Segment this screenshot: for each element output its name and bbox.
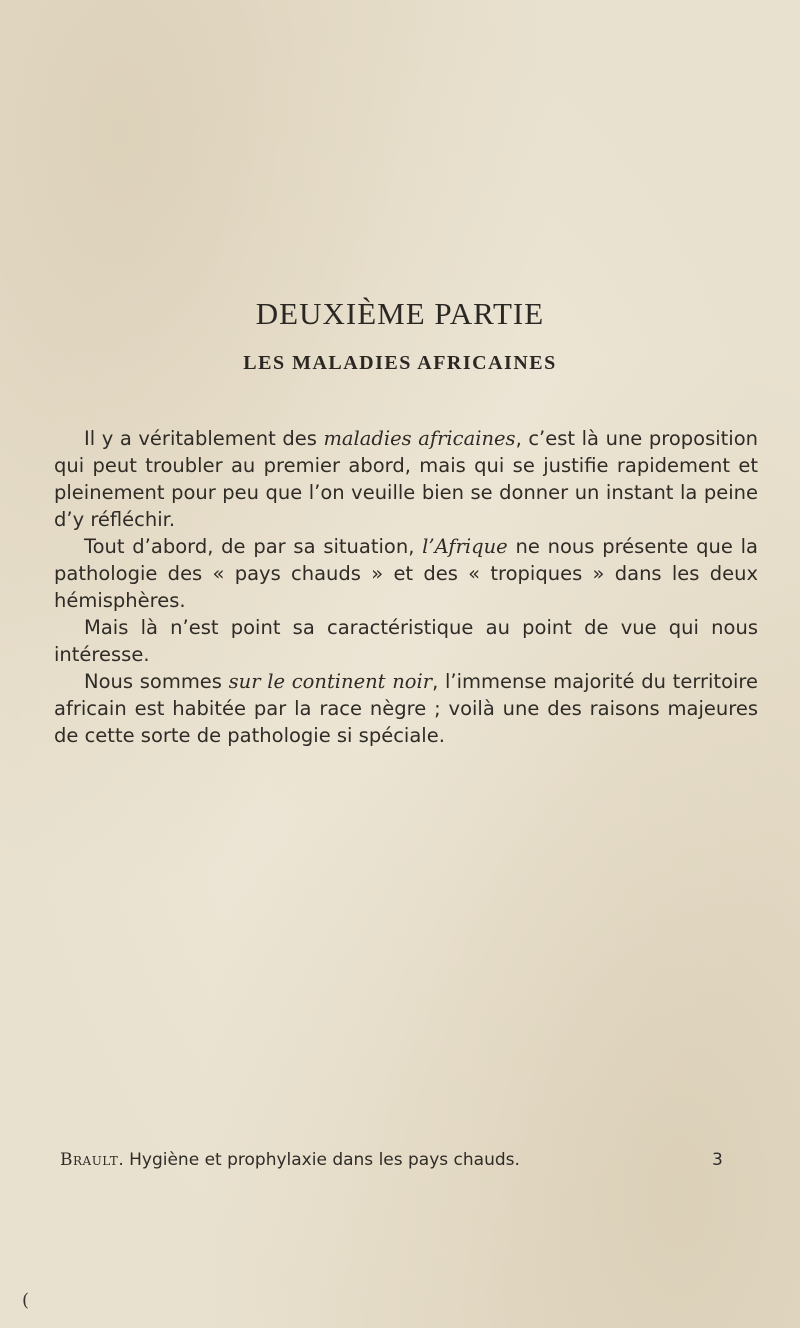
paragraph-2-text-end: ne nous présente que la pathologie des « pays chauds » et des « tropiques » dans les deux hémisphères. — [54, 535, 758, 612]
stray-mark: ( — [22, 1290, 30, 1311]
page-footer — [60, 1150, 780, 1170]
part-title: DEUXIÈME PARTIE — [255, 296, 545, 331]
paragraph-4 — [54, 668, 758, 749]
paragraph-1 — [54, 425, 758, 533]
paragraph-1-text-end: , c’est là une proposition qui peut troubler au premier abord, mais qui se justifie rapidement et pleinement pour peu que l’on veuille bien se donner un instant la peine d’y réfléchir. — [54, 427, 759, 531]
paragraph-1-italic: maladies africaines — [323, 427, 516, 450]
paragraph-1-text-start: Il y a véritablement des — [84, 427, 324, 450]
footer-book-title: . Hygiène et prophylaxie dans les pays chauds. — [118, 1150, 520, 1170]
footer-author: Brault — [60, 1150, 119, 1170]
paragraph-2-italic: l’Afrique — [422, 535, 508, 558]
paragraph-3: Mais là n’est point sa caractéristique au point de vue qui nous intéresse. — [54, 616, 758, 666]
body-text — [54, 425, 758, 749]
paragraph-4-text-start: Nous sommes — [84, 670, 229, 693]
section-title: LES MALADIES AFRICAINES — [243, 352, 557, 374]
paragraph-2 — [54, 533, 758, 614]
paragraph-4-text-end: , l’immense majorité du territoire africain est habitée par la race nègre ; voilà une des raisons majeures de cette sorte de pathologie si spéciale. — [54, 670, 759, 747]
paragraph-4-italic: sur le continent noir — [228, 670, 433, 693]
paragraph-2-text-start: Tout d’abord, de par sa situation, — [84, 535, 423, 558]
signature-mark: 3 — [712, 1150, 723, 1170]
